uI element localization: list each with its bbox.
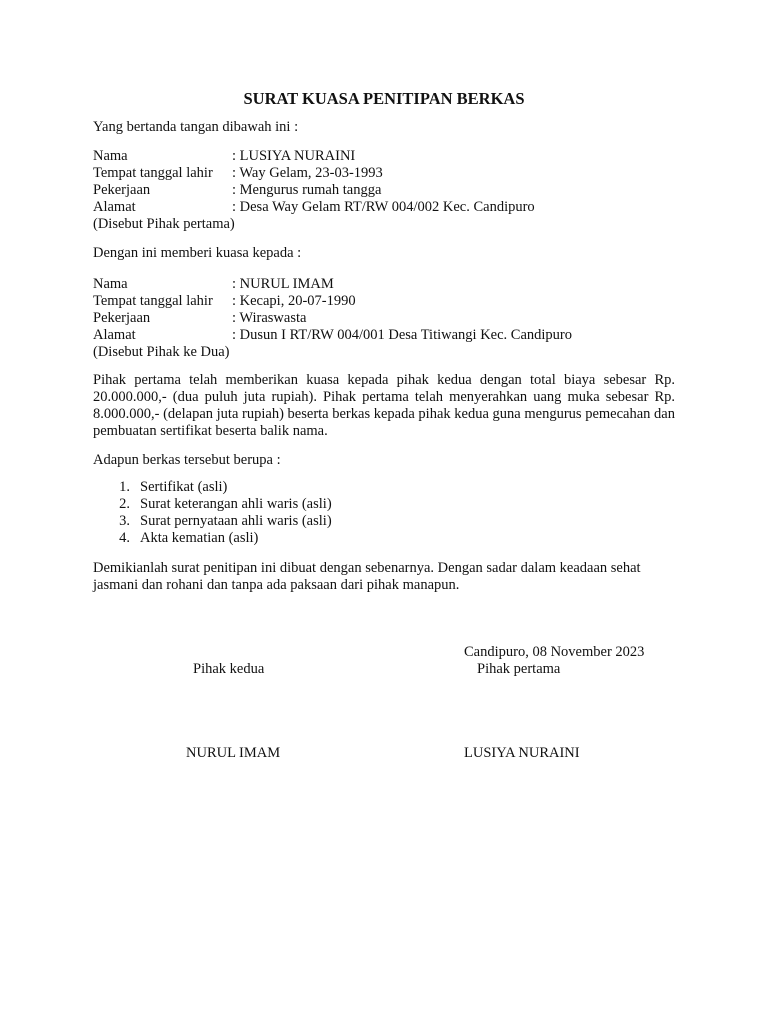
body-paragraph: Pihak pertama telah memberikan kuasa kepada pihak kedua dengan total biaya sebesar Rp. 20.000.000,- (dua puluh juta rupiah). Pihak pertama telah menyerahkan uang muka sebesar Rp. 8.000.000,- (delapan juta rupiah) beserta berkas kepada pihak kedua guna mengurus pemecahan dan pembuatan sertifikat beserta balik nama. [93, 372, 675, 439]
party2-row-birth [93, 293, 675, 310]
list-item [93, 479, 332, 496]
field-label: Pekerjaan [93, 310, 151, 326]
field-value: : Way Gelam, 23-03-1993 [232, 165, 383, 181]
right-signatory-role: Pihak pertama [477, 661, 561, 677]
list-text: Akta kematian (asli) [140, 530, 259, 546]
party1-row-job [93, 182, 675, 199]
right-signatory-name: LUSIYA NURAINI [464, 745, 580, 761]
field-value: : LUSIYA NURAINI [232, 148, 356, 164]
docs-intro: Adapun berkas tersebut berupa : [93, 452, 281, 468]
field-label: Tempat tanggal lahir [93, 293, 213, 309]
left-signatory-name: NURUL IMAM [186, 745, 281, 761]
list-number: 3. [119, 513, 130, 529]
list-number: 4. [119, 530, 130, 546]
party2-row-job [93, 310, 675, 327]
party2-row-address [93, 327, 675, 344]
field-value: : Desa Way Gelam RT/RW 004/002 Kec. Candipuro [232, 199, 535, 215]
list-text: Surat pernyataan ahli waris (asli) [140, 513, 332, 529]
field-label: Pekerjaan [93, 182, 151, 198]
field-label: Tempat tanggal lahir [93, 165, 213, 181]
list-item [93, 530, 332, 547]
field-value: : Wiraswasta [232, 310, 307, 326]
field-value: : NURUL IMAM [232, 276, 334, 292]
party1-details [93, 148, 675, 233]
party1-row-birth [93, 165, 675, 182]
field-value: : Kecapi, 20-07-1990 [232, 293, 356, 309]
field-label: Alamat [93, 199, 136, 215]
list-number: 1. [119, 479, 130, 495]
intro-text: Yang bertanda tangan dibawah ini : [93, 119, 299, 135]
field-value: : Dusun I RT/RW 004/001 Desa Titiwangi Kec. Candipuro [232, 327, 573, 343]
left-signatory-role: Pihak kedua [193, 661, 265, 677]
party1-note: (Disebut Pihak pertama) [93, 216, 235, 232]
list-text: Sertifikat (asli) [140, 479, 228, 495]
letter-title: SURAT KUASA PENITIPAN BERKAS [243, 89, 525, 108]
party2-details [93, 276, 675, 361]
party1-row-address [93, 199, 675, 216]
grant-text: Dengan ini memberi kuasa kepada : [93, 245, 302, 261]
field-label: Alamat [93, 327, 136, 343]
list-item [93, 513, 332, 530]
party1-row-name [93, 148, 675, 165]
list-item [93, 496, 332, 513]
party2-note: (Disebut Pihak ke Dua) [93, 344, 230, 360]
party2-row-name [93, 276, 675, 293]
field-label: Nama [93, 148, 128, 164]
field-label: Nama [93, 276, 128, 292]
list-text: Surat keterangan ahli waris (asli) [140, 496, 332, 512]
list-number: 2. [119, 496, 130, 512]
place-date: Candipuro, 08 November 2023 [464, 644, 645, 660]
closing-paragraph: Demikianlah surat penitipan ini dibuat dengan sebenarnya. Dengan sadar dalam keadaan sehat jasmani dan rohani dan tanpa ada paksaan dari pihak manapun. [93, 560, 641, 593]
documents-list [93, 479, 332, 547]
field-value: : Mengurus rumah tangga [232, 182, 382, 198]
